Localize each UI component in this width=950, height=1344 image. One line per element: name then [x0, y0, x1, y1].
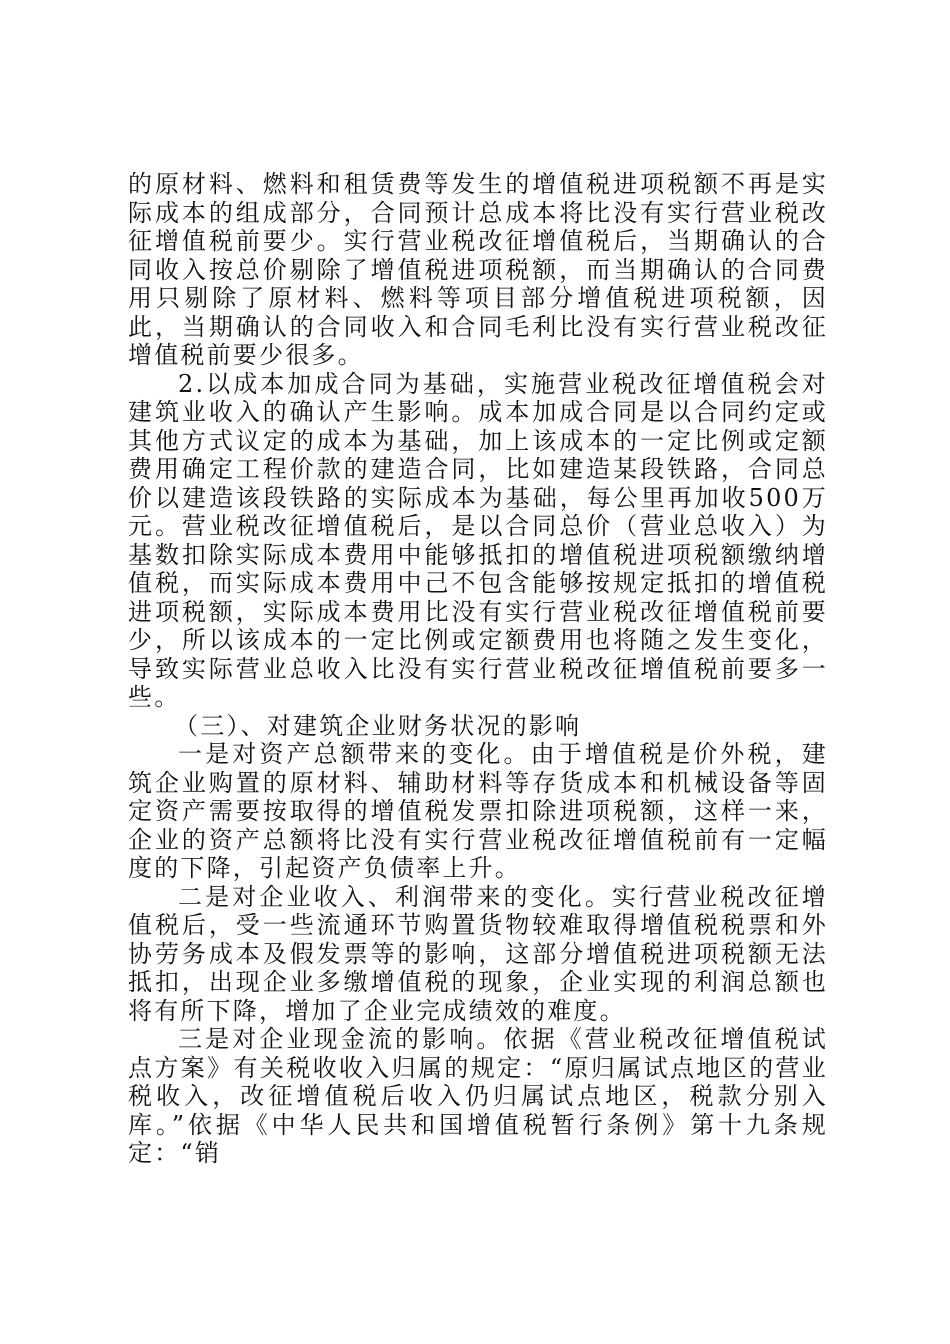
paragraph-cost-plus-contract: 2.以成本加成合同为基础，实施营业税改征增值税会对建筑业收入的确认产生影响。成本加成合同是以合同约定或其他方式议定的成本为基础，加上该成本的一定比例或定额费用确定工程价款的建造合同，比如建造某段铁路，合同总价以建造该段铁路的实际成本为基础，每公里再加收500万元。营业税改征增值税后，是以合同总价（营业总收入）为基数扣除实际成本费用中能够抵扣的增值税进项税额缴纳增值税，而实际成本费用中己不包含能够按规定抵扣的增值税进项税额，实际成本费用比没有实行营业税改征增值税前要少，所以该成本的一定比例或定额费用也将随之发生变化，导致实际营业总收入比没有实行营业税改征增值税前要多一些。: [128, 369, 828, 711]
document-page: [128, 170, 828, 1168]
section-heading-financial-impact: （三）、对建筑企业财务状况的影响: [174, 711, 582, 740]
paragraph-cash-flow-impact: 三是对企业现金流的影响。依据《营业税改征增值税试点方案》有关税收收入归属的规定：“原归属试点地区的营业税收入，改征增值税后收入仍归属试点地区，税款分别入库。”依据《中华人民共和国增值税暂行条例》第十九条规定：“销: [128, 1025, 828, 1167]
paragraph-total-assets-impact: 一是对资产总额带来的变化。由于增值税是价外税，建筑企业购置的原材料、辅助材料等存货成本和机械设备等固定资产需要按取得的增值税发票扣除进项税额，这样一来，企业的资产总额将比没有实行营业税改征增值税前有一定幅度的下降，引起资产负债率上升。: [128, 740, 828, 882]
paragraph-revenue-recognition-fixed-price: 的原材料、燃料和租赁费等发生的增值税进项税额不再是实际成本的组成部分，合同预计总成本将比没有实行营业税改征增值税前要少。实行营业税改征增值税后，当期确认的合同收入按总价剔除了增值税进项税额，而当期确认的合同费用只剔除了原材料、燃料等项目部分增值税进项税额，因此，当期确认的合同收入和合同毛利比没有实行营业税改征增值税前要少很多。: [128, 170, 828, 369]
paragraph-revenue-profit-impact: 二是对企业收入、利润带来的变化。实行营业税改征增值税后，受一些流通环节购置货物较难取得增值税税票和外协劳务成本及假发票等的影响，这部分增值税进项税额无法抵扣，出现企业多缴增值税的现象，企业实现的利润总额也将有所下降，增加了企业完成绩效的难度。: [128, 882, 828, 1025]
